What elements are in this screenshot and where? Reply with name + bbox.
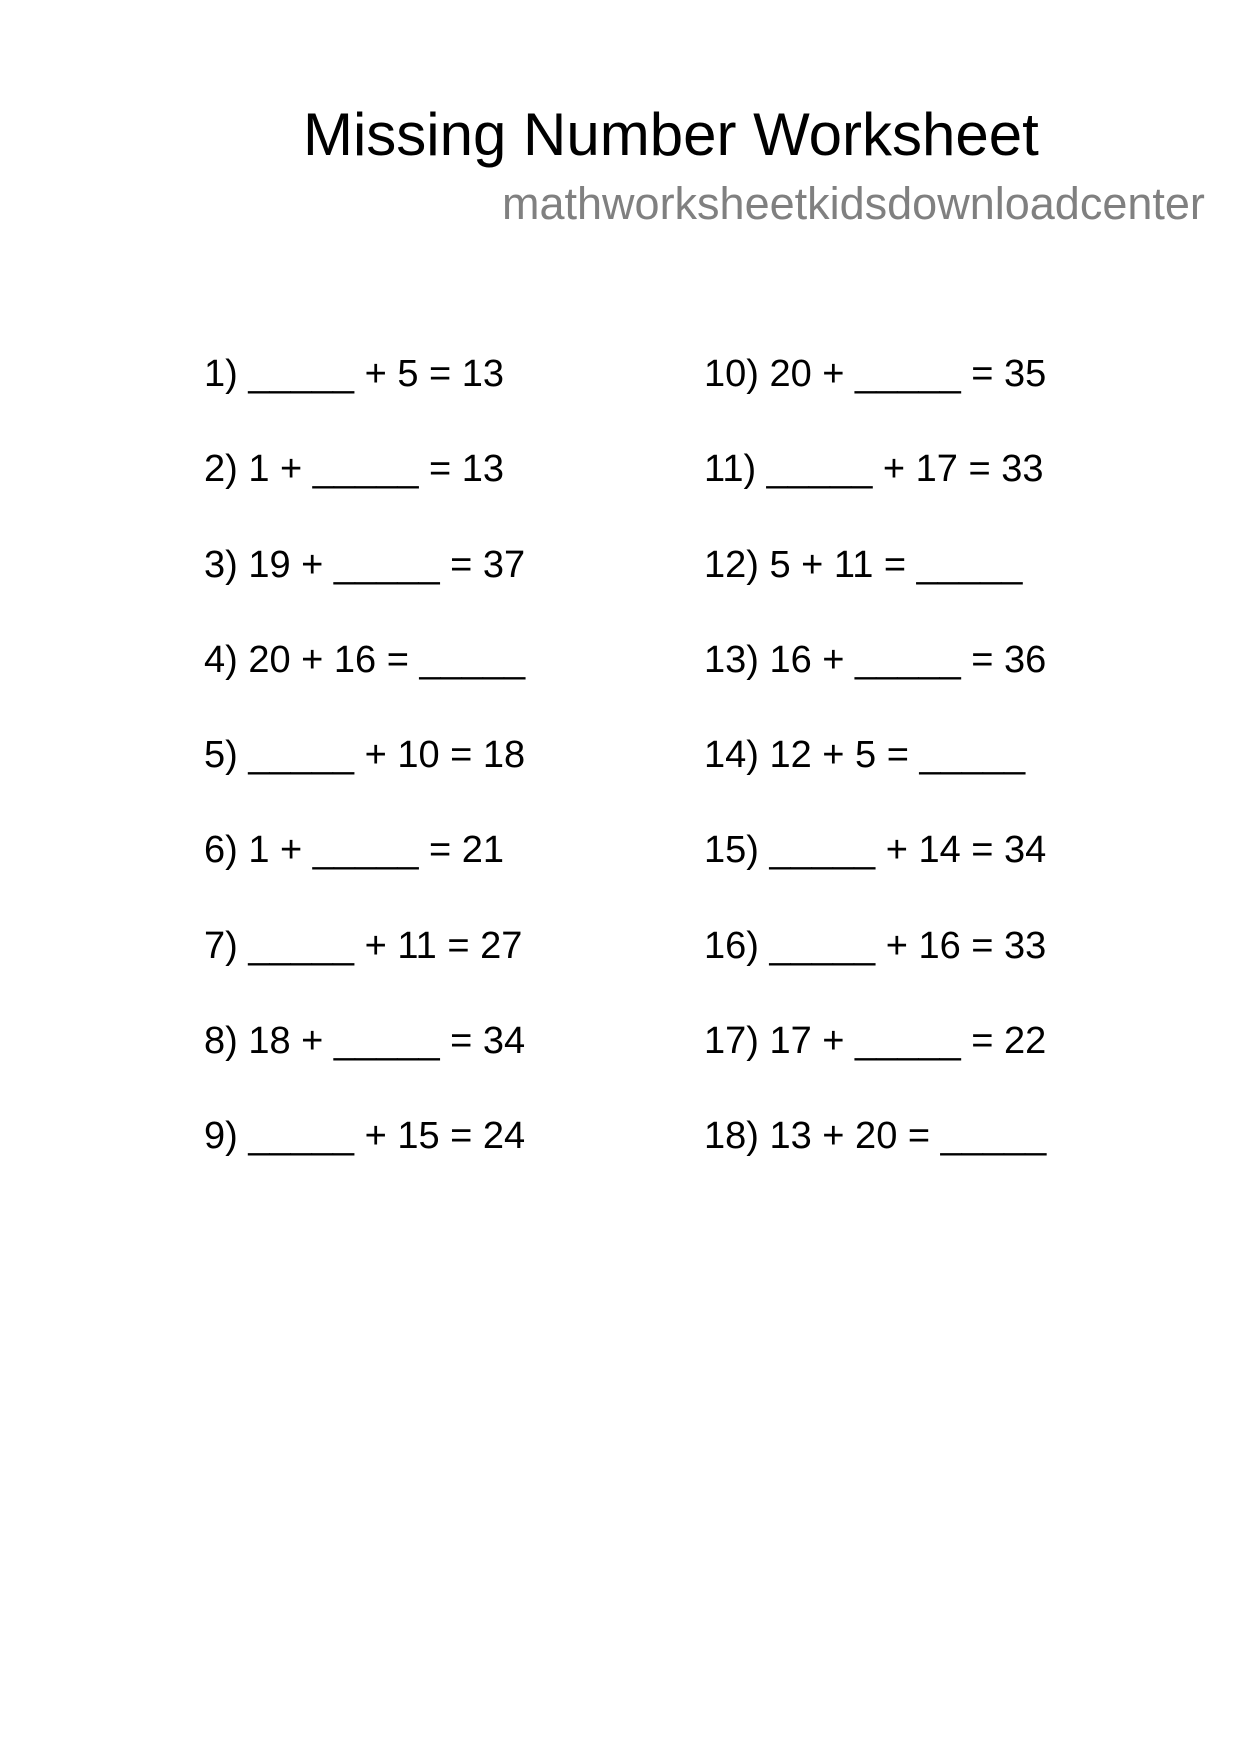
problem-6: 6) 1 + _____ = 21 [204, 829, 505, 872]
problem-14: 14) 12 + 5 = _____ [704, 734, 1026, 776]
problem-8: 8) 18 + _____ = 34 [204, 1019, 526, 1062]
problem-7: 7) _____ + 11 = 27 [204, 924, 523, 967]
problems-right-column [704, 352, 1046, 1209]
problem-15: 15) _____ + 14 = 34 [704, 829, 1047, 872]
problem-2: 2) 1 + _____ = 13 [204, 448, 505, 491]
problem-1: 1) _____ + 5 = 13 [204, 353, 505, 395]
worksheet-source-subtitle: mathworksheetkidsdownloadcenter [502, 178, 1205, 229]
problem-17: 17) 17 + _____ = 22 [704, 1019, 1047, 1062]
problem-5: 5) _____ + 10 = 18 [204, 734, 526, 776]
problem-11: 11) _____ + 17 = 33 [704, 448, 1044, 491]
problem-13: 13) 16 + _____ = 36 [704, 638, 1047, 681]
problem-16: 16) _____ + 16 = 33 [704, 924, 1047, 967]
problem-3: 3) 19 + _____ = 37 [204, 543, 526, 586]
worksheet-title: Missing Number Worksheet [303, 101, 1039, 168]
problem-18: 18) 13 + 20 = _____ [704, 1115, 1047, 1157]
problem-9: 9) _____ + 15 = 24 [204, 1115, 526, 1157]
problem-4: 4) 20 + 16 = _____ [204, 638, 526, 681]
problem-12: 12) 5 + 11 = _____ [704, 543, 1023, 586]
problem-10: 10) 20 + _____ = 35 [704, 353, 1047, 395]
problems-left-column [204, 352, 525, 1209]
